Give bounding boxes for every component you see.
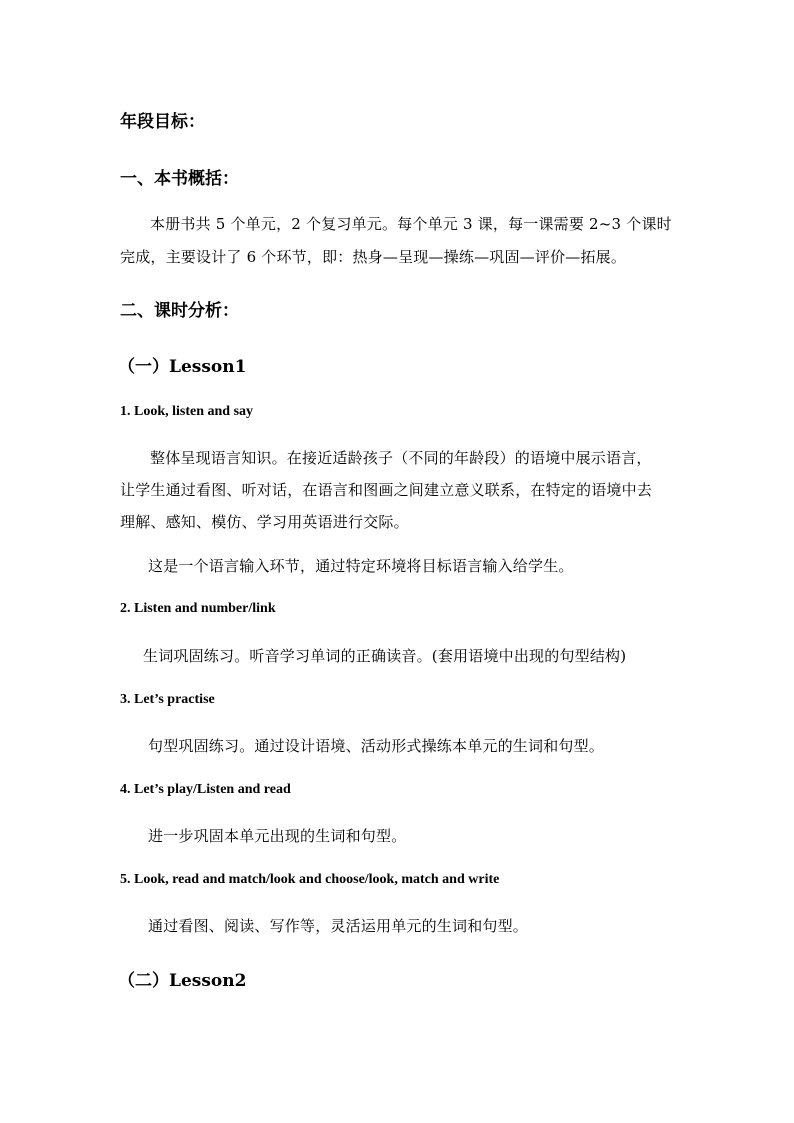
overview-paragraph-line-2: 完成，主要设计了 6 个环节，即：热身—呈现—操练—巩固—评价—拓展。 <box>120 248 627 266</box>
item-title-2: 2. Listen and number/link <box>120 601 276 616</box>
item-title-1: 1. Look, listen and say <box>120 404 254 419</box>
item1-line-2: 让学生通过看图、听对话，在语言和图画之间建立意义联系，在特定的语境中去 <box>120 481 653 499</box>
item4-line-1: 进一步巩固本单元出现的生词和句型。 <box>148 827 407 845</box>
item-title-3: 3. Let’s practise <box>120 692 215 707</box>
item2-line-1: 生词巩固练习。听音学习单词的正确读音。(套用语境中出现的句型结构) <box>143 647 627 665</box>
section-title-overview: 一、本书概括： <box>120 169 239 189</box>
item3-line-1: 句型巩固练习。通过设计语境、活动形式操练本单元的生词和句型。 <box>148 737 605 755</box>
item1-line-4: 这是一个语言输入环节，通过特定环境将目标语言输入给学生。 <box>148 557 574 575</box>
heading-grade-goal: 年段目标： <box>120 112 205 132</box>
item1-line-1: 整体呈现语言知识。在接近适龄孩子（不同的年龄段）的语境中展示语言， <box>150 449 652 467</box>
lesson2-title: （二）Lesson2 <box>118 971 247 991</box>
overview-paragraph-line-1: 本册书共 5 个单元，2 个复习单元。每个单元 3 课，每一课需要 2~3 个课时 <box>150 215 672 233</box>
item-title-4: 4. Let’s play/Listen and read <box>120 782 291 797</box>
lesson1-title: （一）Lesson1 <box>118 357 247 377</box>
item-title-5: 5. Look, read and match/look and choose/look, match and write <box>120 872 500 887</box>
section-title-lesson-analysis: 二、课时分析： <box>120 301 239 321</box>
item1-line-3: 理解、感知、模仿、学习用英语进行交际。 <box>120 513 409 531</box>
item5-line-1: 通过看图、阅读、写作等，灵活运用单元的生词和句型。 <box>148 917 529 935</box>
